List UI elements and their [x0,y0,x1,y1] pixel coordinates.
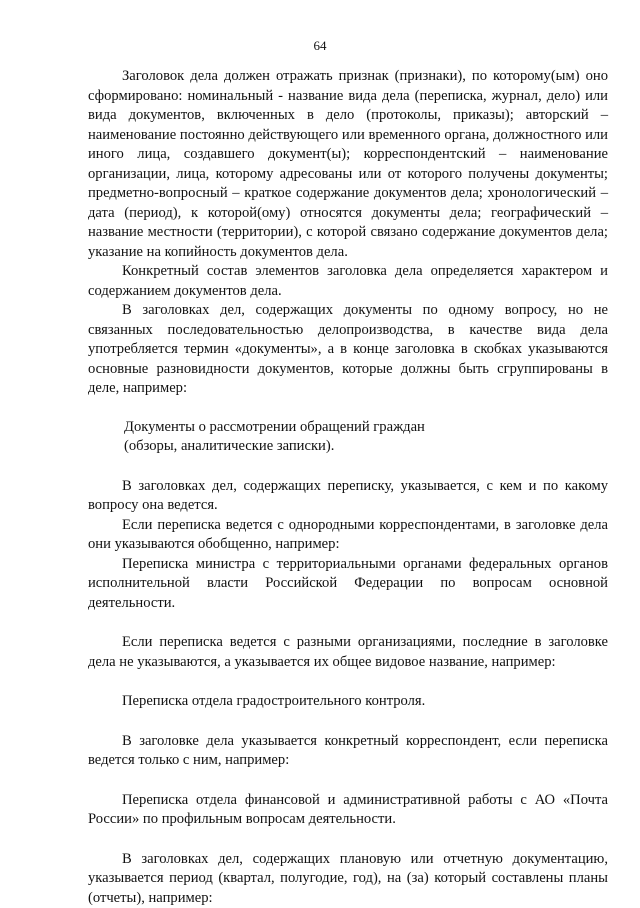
page-number: 64 [0,38,640,54]
spacer [88,672,608,692]
document-body [88,67,608,908]
spacer [88,771,608,791]
example-documents-line-1: Документы о рассмотрении обращений граждан [88,418,608,438]
paragraph-correspondence: В заголовках дел, содержащих переписку, указывается, с кем и по какому вопросу она ведется. [88,477,608,516]
spacer [88,712,608,732]
example-ministry-correspondence: Переписка министра с территориальными органами федеральных органов исполнительной власти Российской Федерации по вопросам основной деятельности. [88,555,608,614]
paragraph-documents-term: В заголовках дел, содержащих документы по одному вопросу, но не связанных последовательностью делопроизводства, в качестве вида дела употребляется термин «документы», а в конце заголовка в скобках указываются основные разновидности документов, которые должны быть сгруппированы в деле, например: [88,301,608,399]
paragraph-homogeneous-correspondents: Если переписка ведется с однородными корреспондентами, в заголовке дела они указываются обобщенно, например: [88,516,608,555]
spacer [88,399,608,418]
paragraph-different-organizations: Если переписка ведется с разными организациями, последние в заголовке дела не указываются, а указывается их общее видовое название, например: [88,633,608,672]
spacer [88,457,608,477]
paragraph-planning-documentation: В заголовках дел, содержащих плановую или отчетную документацию, указывается период (квартал, полугодие, год), на (за) который составлены планы (отчеты), например: [88,850,608,908]
paragraph-heading-composition: Конкретный состав элементов заголовка дела определяется характером и содержанием документов дела. [88,262,608,301]
spacer [88,613,608,633]
example-urban-planning: Переписка отдела градостроительного контроля. [88,692,608,712]
paragraph-specific-correspondent: В заголовке дела указывается конкретный корреспондент, если переписка ведется только с ним, например: [88,732,608,771]
example-post-correspondence: Переписка отдела финансовой и административной работы с АО «Почта России» по профильным вопросам деятельности. [88,791,608,830]
paragraph-heading-requirements: Заголовок дела должен отражать признак (признаки), по которому(ым) оно сформировано: номинальный - название вида дела (переписка, журнал, дело) или вида документов, включенных в дело (протоколы, приказы); авторский – наименование постоянно действующего или временного органа, должностного или иного лица, создавшего документ(ы); корреспондентский – наименование организации, лица, которому адресованы или от которого получены документы; предметно-вопросный – краткое содержание документов дела; хронологический – дата (период), к которой(ому) относятся документы дела; географический – название местности (территории), с которой связано содержание документов дела; указание на копийность документов дела. [88,67,608,262]
example-documents-line-2: (обзоры, аналитические записки). [88,437,608,457]
spacer [88,830,608,850]
